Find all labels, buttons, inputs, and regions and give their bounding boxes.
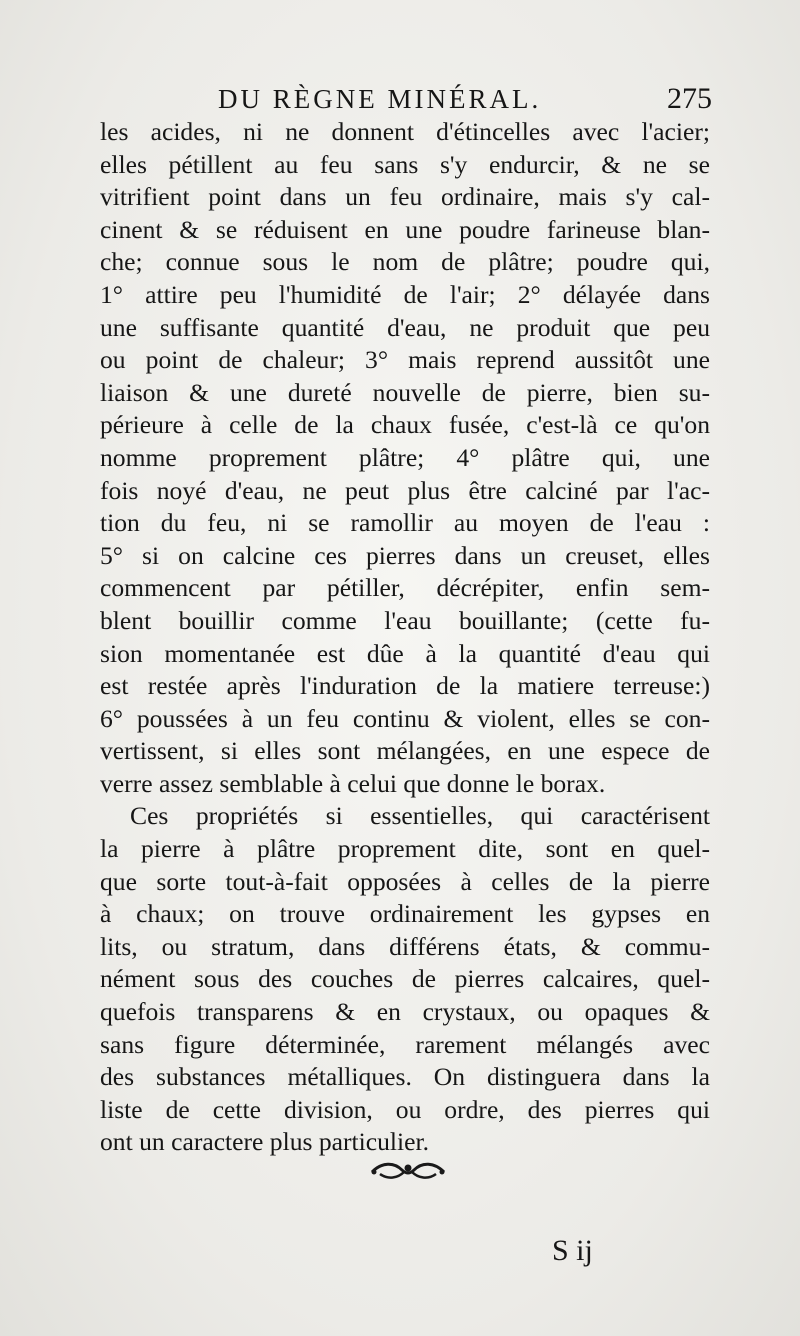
text-line: vertissent, si elles sont mélangées, en une espece de — [100, 736, 710, 766]
text-line: commencent par pétiller, décrépiter, enfin sem- — [100, 573, 710, 603]
text-line: la pierre à plâtre proprement dite, sont en quel- — [100, 834, 710, 864]
text-line: nément sous des couches de pierres calcaires, quel- — [100, 964, 710, 994]
text-line: que sorte tout-à-fait opposées à celles de la pierre — [100, 866, 710, 896]
text-line: Ces propriétés si essentielles, qui caractérisent — [130, 801, 710, 831]
text-line: 1° attire peu l'humidité de l'air; 2° délayée dans — [100, 279, 710, 309]
text-line: 6° poussées à un feu continu & violent, elles se con- — [100, 703, 710, 733]
text-line: nomme proprement plâtre; 4° plâtre qui, une — [100, 442, 710, 472]
text-line: une suffisante quantité d'eau, ne produit que peu — [100, 312, 710, 342]
text-line: vitrifient point dans un feu ordinaire, mais s'y cal- — [100, 182, 710, 212]
text-line: blent bouillir comme l'eau bouillante; (cette fu- — [100, 605, 710, 635]
page-number: 275 — [667, 82, 712, 115]
signature-mark: S ij — [552, 1234, 593, 1267]
text-line: périeure à celle de la chaux fusée, c'est-là ce qu'on — [100, 410, 710, 440]
text-line: ont un caractere plus particulier. — [100, 1127, 430, 1157]
page-header — [88, 78, 712, 118]
text-line: liaison & une dureté nouvelle de pierre, bien su- — [100, 377, 710, 407]
text-line: les acides, ni ne donnent d'étincelles avec l'acier; — [100, 117, 710, 146]
text-line: 5° si on calcine ces pierres dans un creuset, elles — [100, 540, 710, 570]
text-line: quefois transparens & en crystaux, ou opaques & — [100, 997, 710, 1027]
text-line: elles pétillent au feu sans s'y endurcir, & ne se — [100, 149, 710, 179]
text-line: liste de cette division, ou ordre, des pierres qui — [100, 1094, 710, 1124]
text-line: cinent & se réduisent en une poudre farineuse blan- — [100, 214, 710, 244]
body-text — [100, 116, 710, 1159]
text-line: tion du feu, ni se ramollir au moyen de l'eau : — [100, 508, 710, 538]
text-line: fois noyé d'eau, ne peut plus être calciné par l'ac- — [100, 475, 710, 505]
running-head: DU RÈGNE MINÉRAL. — [218, 84, 542, 114]
text-line: verre assez semblable à celui que donne le borax. — [100, 768, 606, 798]
fleuron-ornament-icon — [368, 1158, 448, 1182]
text-line: à chaux; on trouve ordinairement les gypses en — [100, 899, 710, 929]
text-line: lits, ou stratum, dans différens états, & commu- — [100, 931, 710, 961]
text-line: ou point de chaleur; 3° mais reprend aussitôt une — [100, 345, 710, 375]
text-line: des substances métalliques. On distinguera dans la — [100, 1062, 710, 1092]
text-line: sion momentanée est dûe à la quantité d'eau qui — [100, 638, 710, 668]
text-line: est restée après l'induration de la matiere terreuse:) — [100, 671, 710, 701]
text-line: sans figure déterminée, rarement mélangés avec — [100, 1029, 710, 1059]
text-line: che; connue sous le nom de plâtre; poudre qui, — [100, 247, 710, 277]
